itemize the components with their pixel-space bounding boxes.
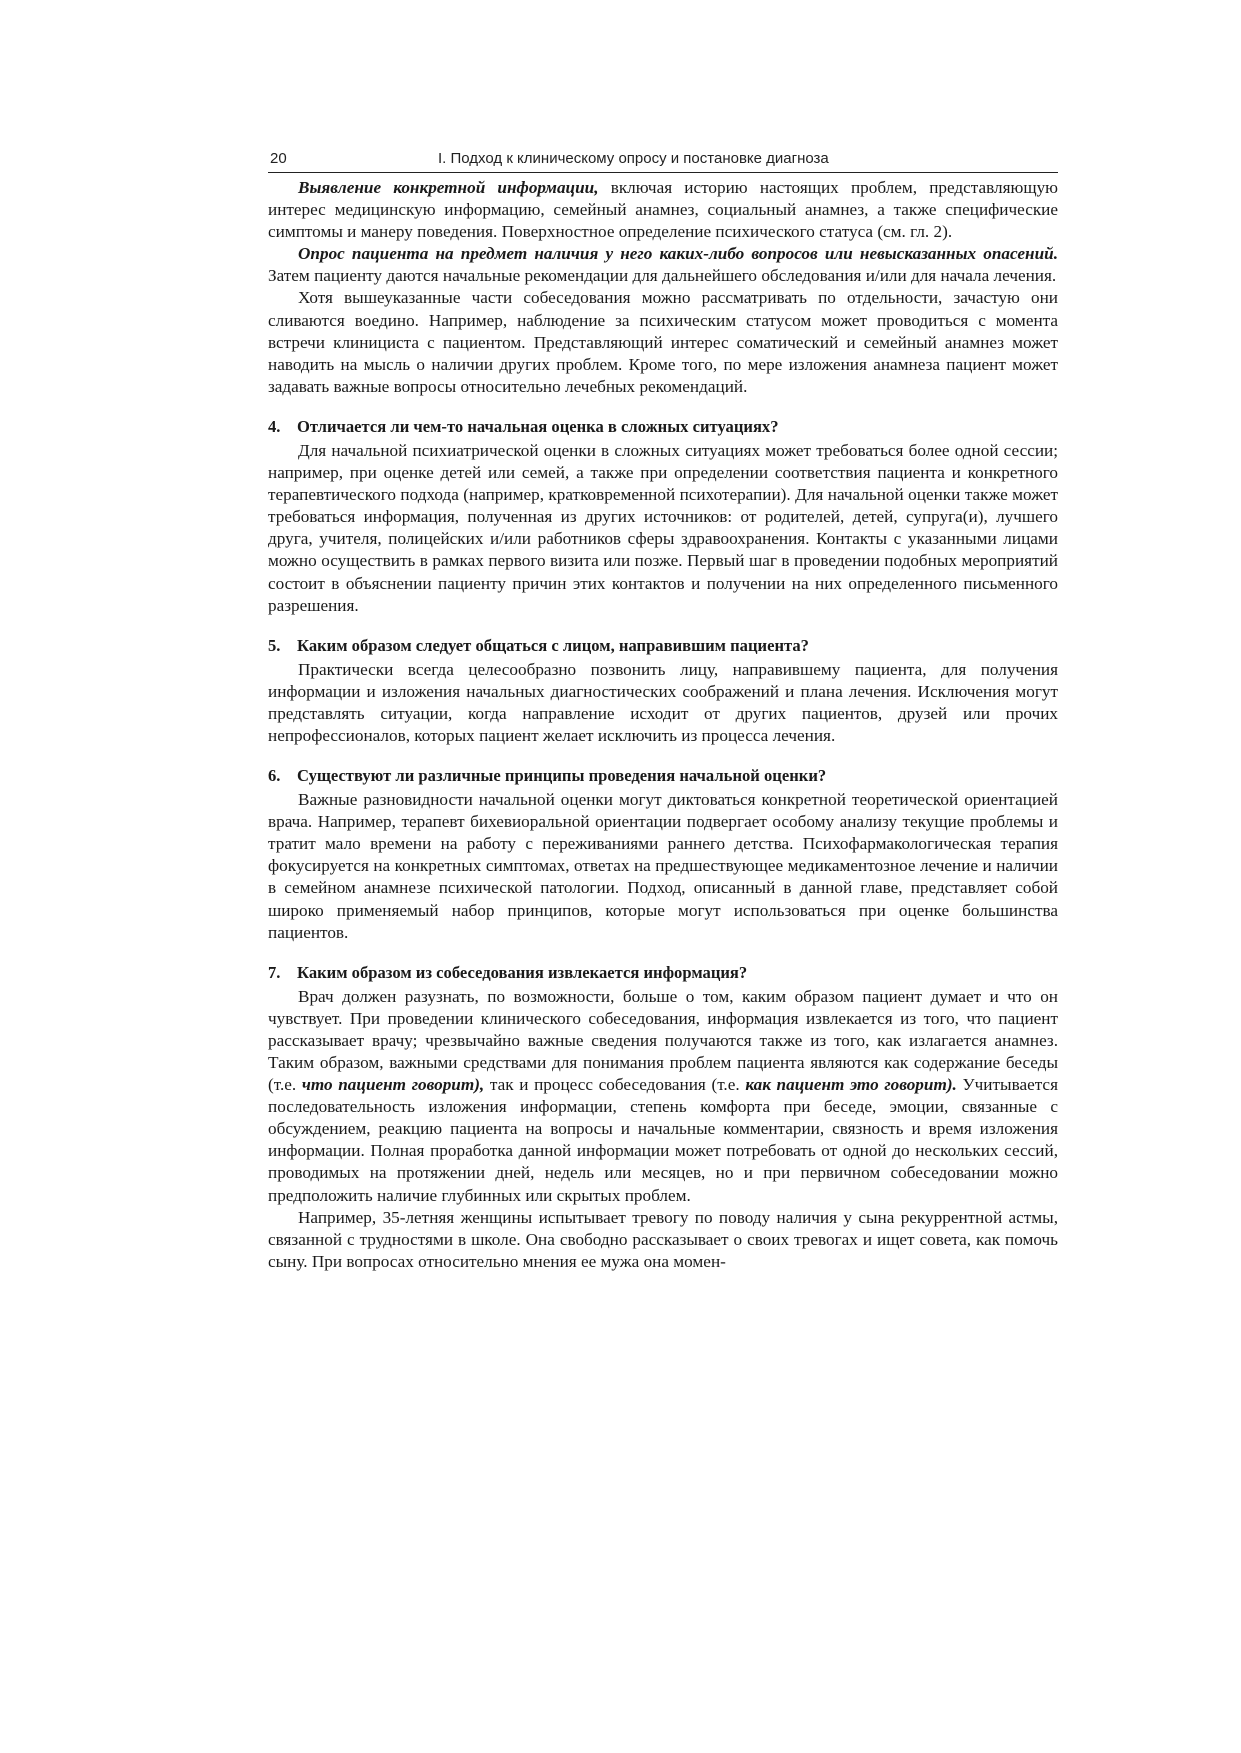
- question-number: 7.: [268, 962, 281, 982]
- answer-4: Для начальной психиатрической оценки в сложных ситуациях может требоваться более одной сессии; например, при оценке детей или семей, а также при определении соответствия пациента и конкретного терапевтического подхода (например, кратковременной психотерапии). Для начальной оценки также может требоваться информация, полученная из других источников: от родителей, детей, супруга(и), лучшего друга, учителя, полицейских и/или работников сферы здравоохранения. Контакты с указанными лицами можно осуществить в рамках первого визита или позже. Первый шаг в проведении подобных мероприятий состоит в объяснении пациенту причин этих контактов и получении на них определенного письменного разрешения.: [268, 440, 1058, 615]
- paragraph-lead: Выявление конкретной информации,: [298, 178, 599, 197]
- question-4-heading: [268, 416, 1058, 438]
- question-number: 4.: [268, 416, 281, 436]
- paragraph-intro-1: [268, 177, 1058, 243]
- question-title: Каким образом следует общаться с лицом, направившим пациента?: [297, 635, 809, 655]
- answer-7-paragraph-2: Например, 35-летняя женщины испытывает тревогу по поводу наличия у сына рекуррентной астмы, связанной с трудностями в школе. Она свободно рассказывает о своих тревогах и ищет совета, как помочь сыну. При вопросах относительно мнения ее мужа она момен-: [268, 1207, 1058, 1271]
- answer-text: Учитывается последовательность изложения информации, степень комфорта при беседе, эмоции, связанные с обсуждением, реакцию пациента на вопросы и начальные комментарии, связность и время изложения информации. Полная проработка данной информации может потребовать от одной до нескольких сессий, проводимых на протяжении дней, недель или месяцев, но и при первичном собеседовании можно предположить наличие глубинных или скрытых проблем.: [268, 1075, 1058, 1205]
- answer-7-paragraph-1: [268, 986, 1058, 1207]
- question-7-heading: [268, 962, 1058, 984]
- question-title: Отличается ли чем-то начальная оценка в сложных ситуациях?: [297, 416, 779, 436]
- question-title: Существуют ли различные принципы проведения начальной оценки?: [297, 766, 827, 786]
- page-number: 20: [270, 150, 287, 167]
- question-6-heading: [268, 765, 1058, 787]
- answer-6: Важные разновидности начальной оценки могут диктоваться конкретной теоретической ориентацией врача. Например, терапевт бихевиоральной ориентации подвергает особому анализу текущие проблемы и тратит мало времени на работу с переживаниями раннего детства. Психофармакологическая терапия фокусируется на конкретных симптомах, ответах на предшествующее медикаментозное лечение и наличии в семейном анамнезе психической патологии. Подход, описанный в данной главе, представляет собой широко применяемый набор принципов, которые могут использоваться при оценке большинства пациентов.: [268, 790, 1058, 942]
- paragraph-lead: Опрос пациента на предмет наличия у него каких-либо вопросов или невысказанных опасений.: [298, 244, 1058, 264]
- paragraph-text: Затем пациенту даются начальные рекомендации для дальнейшего обследования и/или для начала лечения.: [268, 266, 1057, 286]
- paragraph-intro-3: Хотя вышеуказанные части собеседования можно рассматривать по отдельности, зачастую они сливаются воедино. Например, наблюдение за психическим статусом может проводиться с момента встречи клинициста с пациентом. Представляющий интерес соматический и семейный анамнез может наводить на мысль о наличии других проблем. Кроме того, по мере изложения анамнеза пациент может задавать важные вопросы относительно лечебных рекомендаций.: [268, 288, 1058, 396]
- answer-text: Врач должен разузнать, по возможности, больше о том, каким образом пациент думает и что он чувствует. При проведении клинического собеседования, информация извлекается из того, что пациент рассказывает врачу; чрезвычайно важные сведения получаются также из того, как излагается анамнез. Таким образом, важными средствами для понимания проблем пациента являются как содержание беседы (т.е.: [268, 986, 1058, 1095]
- question-number: 6.: [268, 766, 281, 786]
- question-number: 5.: [268, 635, 281, 655]
- emphasis-how: как пациент это говорит).: [745, 1075, 957, 1095]
- document-page: [268, 148, 1058, 1273]
- answer-5: Практически всегда целесообразно позвонить лицу, направившему пациента, для получения информации и изложения начальных диагностических соображений и плана лечения. Исключения могут представлять ситуации, когда направление исходит от других пациентов, друзей или прочих непрофессионалов, которых пациент желает исключить из процесса лечения.: [268, 659, 1058, 745]
- paragraph-intro-2: [268, 243, 1058, 287]
- emphasis-what: что пациент говорит),: [301, 1075, 485, 1095]
- answer-text: так и процесс собеседования (т.е.: [484, 1075, 746, 1095]
- question-title: Каким образом из собеседования извлекается информация?: [297, 962, 748, 982]
- header-title: I. Подход к клиническому опросу и постановке диагноза: [438, 150, 829, 167]
- paragraph-text: включая историю настоящих проблем, представляющую интерес медицинскую информацию, семейный анамнез, социальный анамнез, а также специфические симптомы и манеру поведения. Поверхностное определение психического статуса (см. гл. 2).: [268, 178, 1059, 242]
- body-text: [268, 177, 1058, 1273]
- running-header: [268, 148, 1058, 173]
- question-5-heading: [268, 635, 1058, 657]
